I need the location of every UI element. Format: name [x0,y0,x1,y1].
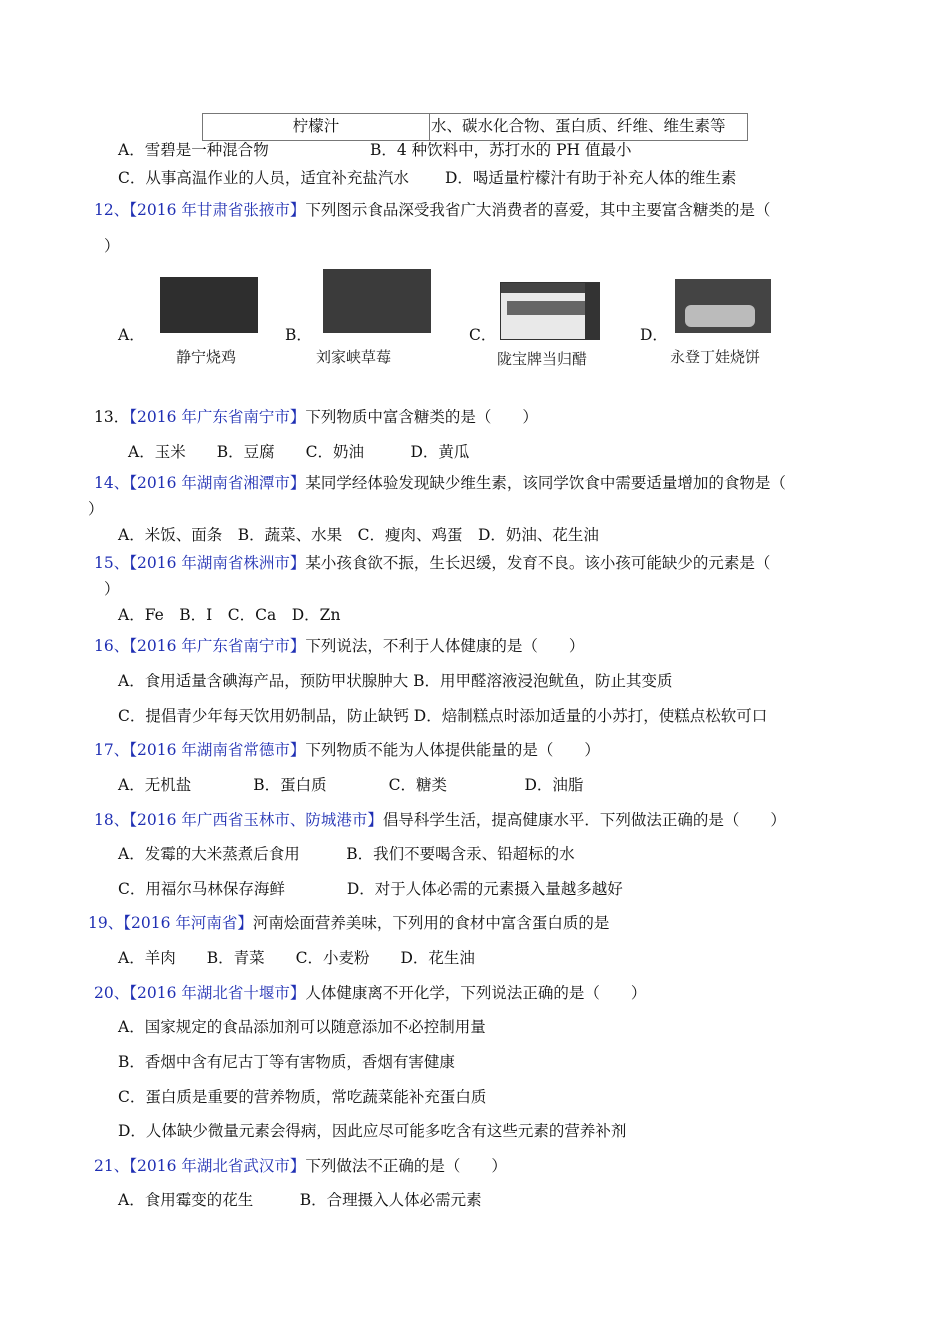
question-19 [88,913,609,933]
q12-option-b: B． [285,326,312,344]
question-14 [94,473,786,493]
question-source: 【2016 年河南省】 [123,914,253,932]
q11-option-c: C．从事高温作业的人员，适宜补充盐汽水 [118,169,409,187]
question-source: 【2016 年广东省南宁市】 [129,637,306,655]
question-16 [94,636,584,656]
q18-options-ab: A．发霉的大米蒸煮后食用 B．我们不要喝含汞、铅超标的水 [118,845,575,863]
food-label-a: 静宁烧鸡 [176,348,237,366]
question-12-close: ） [104,237,120,255]
q20-option-a: A．国家规定的食品添加剂可以随意添加不必控制用量 [118,1018,486,1036]
question-text: 下列物质不能为人体提供能量的是（ ） [305,741,600,759]
q20-option-b: B．香烟中含有尼古丁等有害物质，香烟有害健康 [118,1053,455,1071]
q17-options: A．无机盐 B．蛋白质 C．糖类 D．油脂 [118,776,584,794]
question-14-close: ） [88,500,104,518]
question-source: 【2016 年广东省南宁市】 [129,408,306,426]
question-source: 【2016 年湖北省武汉市】 [129,1157,306,1175]
question-source: 【2016 年湖北省十堰市】 [129,984,306,1002]
question-text: 某同学经体验发现缺少维生素，该同学饮食中需要适量增加的食物是（ [305,474,786,492]
q11-option-d: D．喝适量柠檬汁有助于补充人体的维生素 [445,169,737,187]
q13-options: A．玉米 B．豆腐 C．奶油 D．黄瓜 [128,443,470,461]
q21-options: A．食用霉变的花生 B．合理摄入人体必需元素 [118,1191,482,1209]
q16-options-ab: A．食用适量含碘海产品，预防甲状腺肿大 B．用甲醛溶液浸泡鱿鱼，防止其变质 [118,672,673,690]
question-text: 下列物质中富含糖类的是（ ） [305,408,538,426]
food-image-pancake [675,279,771,333]
q15-options: A．Fe B．I C．Ca D．Zn [118,606,341,624]
q11-option-a: A．雪碧是一种混合物 [118,141,269,159]
question-number: 16、 [94,637,130,655]
table-cell-nutrients: 水、碳水化合物、蛋白质、纤维、维生素等 [431,117,726,135]
q12-option-c: C． [469,326,497,344]
question-source: 【2016 年甘肃省张掖市】 [129,201,306,219]
nutrition-table-row [202,113,748,141]
question-text: 下列图示食品深受我省广大消费者的喜爱，其中主要富含糖类的是（ [305,201,771,219]
q14-options: A．米饭、面条 B．蔬菜、水果 C．瘦肉、鸡蛋 D．奶油、花生油 [118,526,599,544]
food-label-b: 刘家峡草莓 [316,348,392,366]
question-source: 【2016 年广西省玉林市、防城港市】 [129,811,383,829]
question-15-close: ） [104,580,120,598]
question-number: 15、 [94,554,130,572]
question-number: 20、 [94,984,130,1002]
question-number: 18、 [94,811,130,829]
question-text: 下列说法，不利于人体健康的是（ ） [305,637,585,655]
q11-option-b: B．4 种饮料中，苏打水的 PH 值最小 [370,141,632,159]
question-20 [94,983,646,1003]
q20-option-d: D．人体缺少微量元素会得病，因此应尽可能多吃含有这些元素的营养补剂 [118,1122,627,1140]
table-cell-drink: 柠檬汁 [203,114,430,140]
question-source: 【2016 年湖南省常德市】 [129,741,306,759]
q18-options-cd: C．用福尔马林保存海鲜 D．对于人体必需的元素摄入量越多越好 [118,880,623,898]
question-15 [94,553,770,573]
question-21 [94,1156,507,1176]
question-source: 【2016 年湖南省湘潭市】 [129,474,306,492]
food-image-chicken [160,277,258,333]
food-label-c: 陇宝牌当归醋 [497,350,588,368]
food-image-strawberry [323,269,431,333]
question-text: 某小孩食欲不振，生长迟缓，发育不良。该小孩可能缺少的元素是（ [305,554,771,572]
question-number: 19、 [88,914,124,932]
question-13 [94,407,538,427]
food-image-vinegar [500,282,600,340]
question-17 [94,740,600,760]
question-number: 17、 [94,741,130,759]
q19-options: A．羊肉 B．青菜 C．小麦粉 D．花生油 [118,949,475,967]
question-text: 下列做法不正确的是（ ） [305,1157,507,1175]
question-number: 14、 [94,474,130,492]
q16-options-cd: C．提倡青少年每天饮用奶制品，防止缺钙 D．焙制糕点时添加适量的小苏打，使糕点松软可口 [118,707,768,725]
q12-option-a: A． [118,326,145,344]
question-number: 21、 [94,1157,130,1175]
question-12 [94,200,770,220]
question-text: 人体健康离不开化学，下列说法正确的是（ ） [305,984,647,1002]
question-number: 12、 [94,201,130,219]
food-label-d: 永登丁娃烧饼 [670,348,761,366]
question-source: 【2016 年湖南省株洲市】 [129,554,306,572]
q20-option-c: C．蛋白质是重要的营养物质，常吃蔬菜能补充蛋白质 [118,1088,487,1106]
question-number: 13． [94,408,130,426]
question-18 [94,810,786,830]
q12-option-d: D． [640,326,668,344]
question-text: 河南烩面营养美味，下列用的食材中富含蛋白质的是 [252,914,610,932]
question-text: 倡导科学生活，提高健康水平．下列做法正确的是（ ） [382,811,786,829]
